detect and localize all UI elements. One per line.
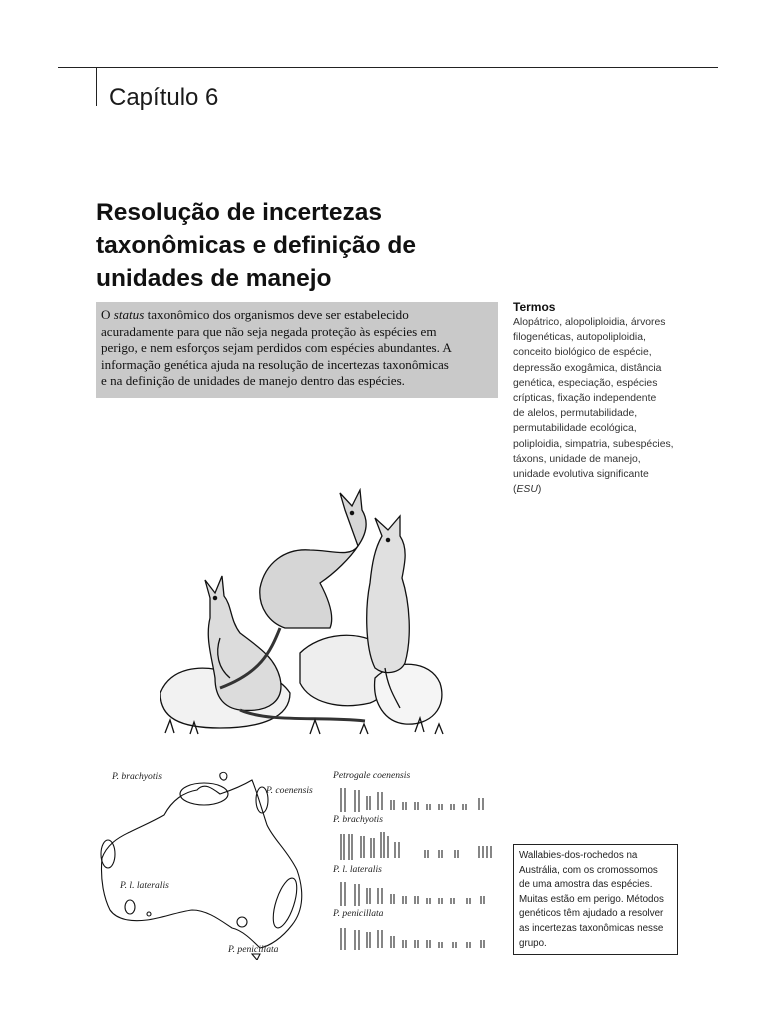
- terms-line: crípticas, fixação independente: [513, 393, 657, 405]
- terms-heading: Termos: [513, 300, 556, 314]
- karyotype-label: P. brachyotis: [333, 814, 383, 825]
- terms-list: [513, 315, 688, 497]
- range-patch: [147, 912, 151, 916]
- range-lateralis: [101, 840, 115, 868]
- map-label-lateralis: P. l. lateralis: [120, 880, 169, 891]
- map-label-coenensis: P. coenensis: [266, 785, 313, 796]
- terms-line: táxons, unidade de manejo,: [513, 453, 641, 465]
- karyotype-label: P. l. lateralis: [333, 864, 382, 875]
- wallaby-illustration: [160, 488, 450, 743]
- australia-outline: [92, 770, 314, 960]
- caption-line: Muitas estão em perigo. Métodos: [519, 893, 664, 905]
- range-patch: [237, 917, 247, 927]
- terms-line: unidade evolutiva significante: [513, 469, 649, 481]
- chapter-title: [96, 196, 516, 295]
- caption-line: de uma amostra das espécies.: [519, 879, 653, 891]
- karyotype-row-penicillata: [333, 922, 503, 952]
- map-label-brachyotis: P. brachyotis: [112, 771, 162, 782]
- chapter-top-rule: [58, 67, 718, 68]
- figure-caption: [513, 844, 678, 955]
- terms-line: conceito biológico de espécie,: [513, 347, 652, 359]
- terms-line: depressão exogâmica, distância: [513, 362, 662, 374]
- caption-line: Austrália, com os cromossomos: [519, 864, 658, 876]
- caption-line: grupo.: [519, 937, 547, 949]
- terms-text: (: [513, 484, 517, 496]
- abstract-italic-term: status: [113, 307, 145, 322]
- rock-shape: [375, 664, 442, 724]
- karyotype-label: P. penicillata: [333, 908, 384, 919]
- chapter-label: Capítulo 6: [109, 84, 219, 111]
- terms-sidebar: [513, 300, 688, 497]
- abstract-line: informação genética ajuda na resolução de incertezas taxonômicas: [101, 356, 449, 372]
- abstract-box: [96, 302, 498, 398]
- range-patch: [125, 900, 135, 914]
- caption-line: Wallabies-dos-rochedos na: [519, 850, 638, 861]
- range-patch: [220, 772, 227, 780]
- terms-line: filogenéticas, autopoliploidia,: [513, 332, 646, 344]
- terms-line: [513, 482, 688, 497]
- map-label-penicillata: P. penicillata: [228, 944, 279, 955]
- range-penicillata: [268, 875, 301, 930]
- abstract-text: O: [101, 307, 114, 322]
- abstract-line: perigo, e nem esforços sejam perdidos com espécies abundantes. A: [101, 340, 452, 355]
- karyotype-row-brachyotis: [333, 828, 503, 864]
- abstract-line: [101, 307, 494, 324]
- chapter-title-line: unidades de manejo: [96, 265, 332, 292]
- karyotype-row-coenensis: [333, 784, 503, 814]
- terms-text: ): [537, 484, 542, 496]
- terms-italic-term: ESU: [516, 484, 538, 496]
- terms-line: permutabilidade ecológica,: [513, 423, 637, 435]
- karyotype-panel: [333, 770, 503, 955]
- terms-line: de alelos, permutabilidade,: [513, 408, 638, 420]
- terms-line: Alopátrico, alopoliploidia, árvores: [513, 317, 666, 328]
- karyotype-row-lateralis: [333, 878, 503, 908]
- caption-line: genéticos têm ajudado a resolver: [519, 908, 664, 920]
- karyotype-label: Petrogale coenensis: [333, 770, 411, 781]
- terms-line: genética, especiação, espécies: [513, 377, 658, 389]
- caption-line: as incertezas taxonômicas nesse: [519, 922, 664, 934]
- terms-line: poliploidia, simpatria, subespécies,: [513, 438, 674, 450]
- chapter-title-line: Resolução de incertezas: [96, 199, 382, 226]
- abstract-text: taxonômico dos organismos deve ser estabelecido: [144, 307, 409, 322]
- chapter-title-line: taxonômicas e definição de: [96, 232, 416, 259]
- australia-distribution-map: [92, 770, 314, 960]
- chapter-vertical-rule: [96, 67, 97, 106]
- abstract-line: e na definição de unidades de manejo dentro das espécies.: [101, 373, 405, 388]
- abstract-line: acuradamente para que não seja negada proteção às espécies em: [101, 323, 437, 339]
